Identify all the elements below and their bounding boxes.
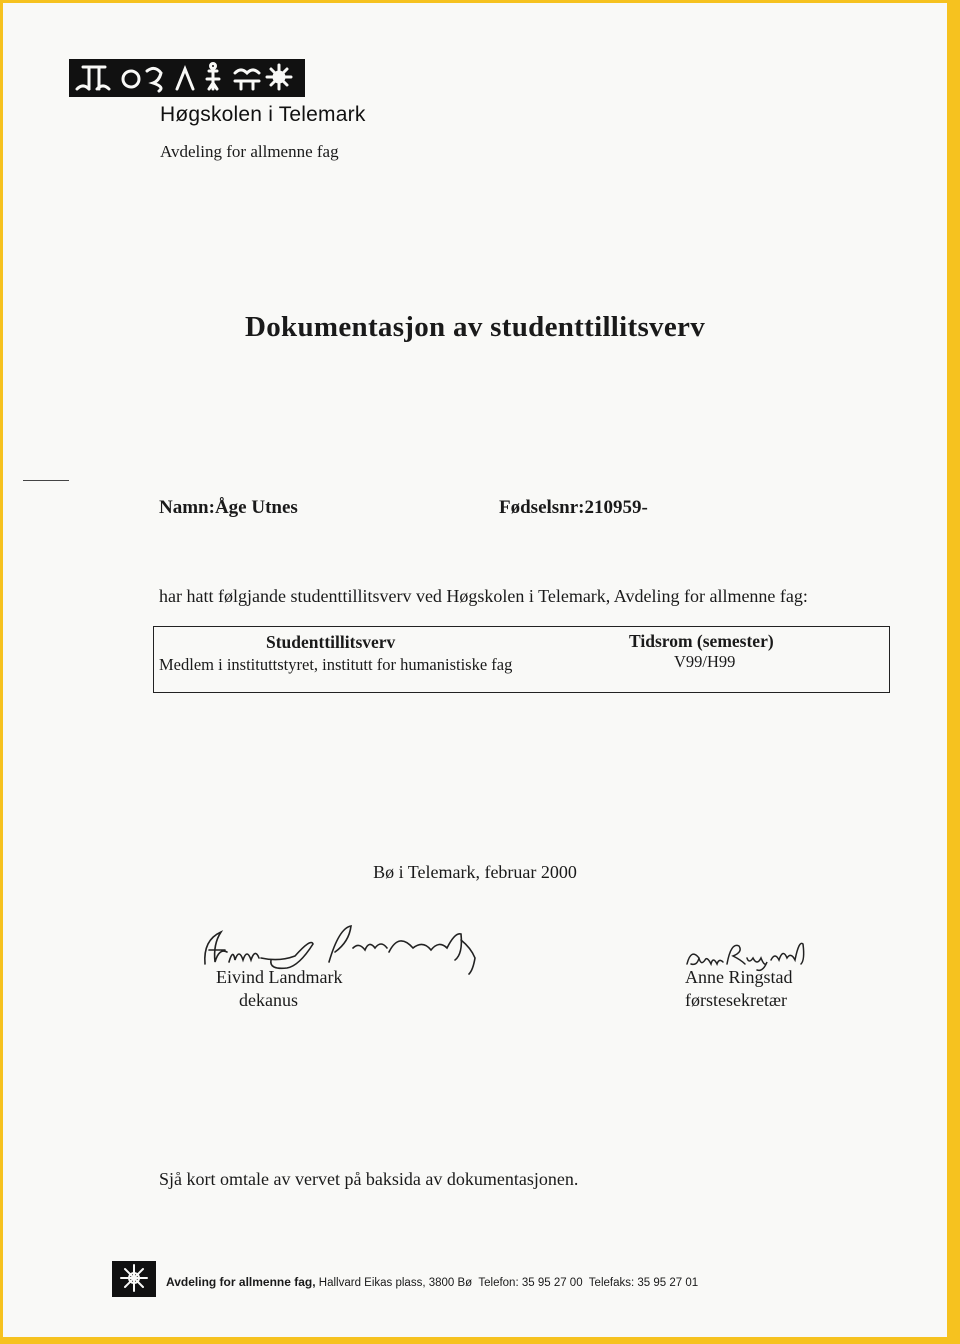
rock-carving-logo-icon [69,59,305,97]
signatory-2-role: førstesekretær [685,990,787,1010]
birth-number-label: Fødselsnr: [499,497,585,518]
place-date: Bø i Telemark, februar 2000 [373,862,577,882]
footer-fax: Telefaks: 35 95 27 01 [588,1277,699,1289]
signatory-2-name: Anne Ringstad [685,967,793,987]
table-cell-duty: Medlem i instituttstyret, institutt for humanistiske fag [159,655,513,674]
name-value: Åge Utnes [214,497,298,518]
institution-name: Høgskolen i Telemark [160,103,366,126]
duties-table [153,626,890,693]
footer-phone: Telefon: 35 95 27 00 [478,1277,583,1289]
birth-number-value: 210959- [584,497,648,518]
document-page [3,3,947,1337]
table-header-duty: Studenttillitsverv [266,632,396,652]
footer-address [166,1275,698,1289]
name-field [159,497,298,519]
document-title: Dokumentasjon av studenttillitsverv [244,311,705,343]
margin-mark [23,480,69,481]
footer-department: Avdeling for allmenne fag, [166,1275,316,1289]
institution-logo [69,59,305,97]
signatory-1-name: Eivind Landmark [216,967,343,987]
footer-logo [112,1261,156,1297]
table-cell-period: V99/H99 [674,652,736,671]
back-page-note: Sjå kort omtale av vervet på baksida av dokumentasjonen. [159,1169,579,1189]
table-header-period: Tidsrom (semester) [629,631,774,651]
signatory-1-role: dekanus [239,990,298,1010]
intro-text: har hatt følgjande studenttillitsverv ved Høgskolen i Telemark, Avdeling for allmenne fag: [159,586,808,606]
department-name: Avdeling for allmenne fag [160,142,339,161]
name-label: Namn: [159,497,215,518]
birth-number-field [499,497,648,519]
footer-street: Hallvard Eikas plass, 3800 Bø [318,1277,473,1289]
sun-figure-icon [112,1261,156,1297]
